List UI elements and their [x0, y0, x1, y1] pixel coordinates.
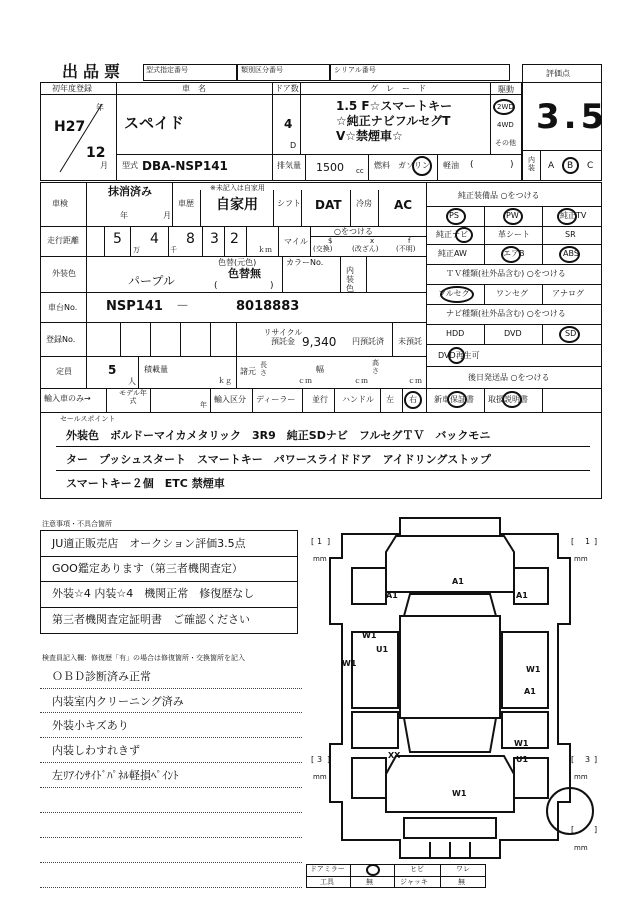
- tire-rr-bracket: [: [571, 755, 575, 764]
- first-reg-month-unit: 月: [100, 161, 108, 170]
- mark-right-door-w1: W1: [526, 665, 541, 674]
- equip-title: 純正装備品 ○をつける: [458, 191, 540, 200]
- dvd-playback: DVD再生可: [438, 351, 480, 360]
- equip-navi: 純正ナビ: [436, 230, 468, 239]
- color-paren-right: ): [270, 281, 274, 291]
- model-label: 型式: [122, 161, 138, 170]
- history-value: 自家用: [216, 197, 258, 213]
- tire-fl-bracket-r: ]: [327, 537, 331, 546]
- capacity-value: 5: [108, 363, 117, 377]
- grade-line-1: 1.5 F☆スマートキー: [336, 99, 453, 113]
- car-name-label: 車 名: [182, 84, 206, 93]
- first-reg-month: 12: [86, 145, 106, 161]
- equip-sr: SR: [565, 230, 576, 239]
- interior-grade-b: B: [567, 161, 574, 171]
- reg-label: 登録No.: [46, 335, 76, 344]
- equip-ps-circle: [446, 208, 466, 225]
- fuel-paren-left: (: [470, 160, 474, 170]
- mark-left-door-u1: U1: [376, 645, 389, 654]
- acc-tools: 工具: [320, 878, 334, 886]
- interior-grade-a: A: [548, 161, 555, 171]
- equip-ps: PS: [449, 211, 459, 220]
- later-warranty-circle: [447, 391, 467, 408]
- tv-analog: アナログ: [552, 289, 584, 298]
- mile-label: マイル: [284, 237, 308, 246]
- recycle-value: 9,340: [302, 335, 337, 349]
- color-no-label: カラーNo.: [286, 258, 324, 267]
- model-year-label: モデル年式: [119, 389, 147, 405]
- note-line-4: 第三者機関査定証明書 ご確認ください: [52, 613, 250, 626]
- displacement-cc: cc: [356, 167, 364, 175]
- ac-value: AC: [394, 198, 413, 212]
- later-manual: 取扱説明書: [488, 395, 528, 404]
- mileage-digit-5: 2: [230, 231, 239, 247]
- handle-right-circle: [404, 391, 422, 409]
- acc-mirror-circle: [366, 864, 380, 876]
- fuel-paren-right: ): [510, 160, 514, 170]
- inspector-label: 検査員記入欄：修復歴「有」の場合は修復箇所・交換箇所を記入: [42, 654, 245, 662]
- history-note: ※未記入は自家用: [210, 184, 265, 192]
- dim-length-cm: ｃｍ: [298, 377, 312, 385]
- selling-points-label: セールスポイント: [60, 415, 116, 423]
- later-manual-circle: [502, 391, 522, 408]
- equip-abs: ABS: [563, 249, 579, 258]
- mileage-man: 万: [133, 246, 140, 254]
- tire-rr-value: 3: [585, 755, 591, 764]
- equip-pw: PW: [506, 211, 519, 220]
- ac-label: 冷房: [356, 199, 372, 208]
- odo-exchange: (交換): [313, 245, 333, 253]
- nav-sd-circle: [559, 326, 580, 343]
- acc-jack-value: 無: [458, 878, 465, 886]
- doors-suffix: D: [290, 141, 297, 150]
- inspector-line-1: ＯＢＤ診断済み正常: [52, 670, 151, 683]
- interior-label: 内装: [528, 156, 535, 172]
- nav-title: ナビ種類(社外品含む) ○をつける: [446, 309, 566, 318]
- tire-fr-bracket: [: [571, 537, 575, 546]
- inspector-line-5: 左ﾘｱｲﾝｻｲﾄﾞﾊﾟﾈﾙ軽損ﾍﾟｲﾝﾄ: [52, 769, 179, 782]
- dim-height-label: 高さ: [372, 359, 379, 375]
- handle-right: 右: [409, 395, 417, 404]
- tire-fl-bracket: [: [311, 537, 315, 546]
- handle-left: 左: [386, 395, 394, 404]
- tire-fl-mm: mm: [313, 555, 327, 563]
- tire-fr-bracket-r: ]: [594, 537, 598, 546]
- fuel-gasoline-circle: [412, 156, 432, 176]
- first-reg-year-unit: 年: [96, 103, 104, 112]
- mileage-label: 走行距離: [47, 236, 79, 245]
- shift-label: シフト: [277, 199, 301, 208]
- dim-length-label: 長さ: [260, 361, 267, 377]
- equip-pw-circle: [503, 208, 523, 225]
- interior-color-label: 内装色: [346, 266, 354, 293]
- car-name: スペイド: [124, 114, 185, 132]
- drive-2wd-circle: [493, 99, 515, 115]
- tv-fullseg-circle: [440, 286, 474, 303]
- form-title: 出品票: [62, 62, 126, 81]
- tv-fullseg: フルセグ: [438, 289, 470, 298]
- equip-leather: 革シート: [498, 230, 530, 239]
- score-value: 3.5: [536, 97, 609, 137]
- inspector-line-3: 外装小キズあり: [52, 719, 129, 732]
- drive-label: 駆動: [498, 85, 514, 94]
- color-label: 外装色: [52, 269, 76, 278]
- note-line-1: JU適正販売店 オークション評価3.5点: [52, 537, 246, 550]
- note-line-2: GOO鑑定あります（第三者機関査定）: [52, 562, 243, 575]
- tire-rr-mm: mm: [574, 773, 588, 781]
- equip-airbag-circle: [501, 246, 521, 263]
- selling-point-line-2: ター プッシュスタート スマートキー パワースライドドア アイドリングストップ: [66, 453, 491, 466]
- displacement-value: 1500: [316, 161, 344, 174]
- capacity-label: 定員: [56, 367, 72, 376]
- model-year-unit: 年: [200, 401, 207, 409]
- odo-tampered: (改ざん): [352, 245, 379, 253]
- fuel-diesel: 軽油: [443, 161, 459, 170]
- acc-tools-value: 無: [366, 878, 373, 886]
- odo-unknown: (不明): [396, 245, 416, 253]
- dim-width-cm: ｃｍ: [354, 377, 368, 385]
- recycle-label: リサイクル預託金: [263, 328, 303, 346]
- inspector-line-2: 内装室内クリーニング済み: [52, 695, 184, 708]
- drive-2wd: 2WD: [497, 103, 514, 111]
- class-label: 類別区分番号: [241, 66, 283, 74]
- first-reg-era-year: H27: [54, 119, 86, 135]
- tire-rl-mm: mm: [313, 773, 327, 781]
- nav-dvd: DVD: [504, 329, 522, 338]
- tire-spare-bracket-r: ]: [594, 825, 598, 834]
- mark-left-side-w1: W1: [342, 659, 357, 668]
- acc-jack: ジャッキ: [400, 878, 428, 886]
- import-cat-label: 輸入区分: [214, 395, 246, 404]
- handle-label: ハンドル: [342, 395, 374, 404]
- mileage-sen: 千: [170, 246, 177, 254]
- dvd-playback-circle: [448, 347, 465, 364]
- odo-sym-unknown: f: [408, 237, 411, 245]
- dim-width-label: 幅: [316, 365, 324, 374]
- load-kg: ｋｇ: [218, 377, 232, 385]
- car-diagram: [300, 512, 600, 864]
- model-value: DBA-NSP141: [142, 159, 228, 173]
- shaken-year-unit: 年: [120, 211, 128, 220]
- mileage-km: ｋｍ: [258, 246, 272, 254]
- color-change-label: 色替(元色): [218, 258, 257, 267]
- doors-value: 4: [284, 117, 293, 131]
- equip-abs-circle: [559, 246, 580, 263]
- inspector-line-4: 内装しわすれきず: [52, 744, 140, 757]
- dim-height-cm: ｃｍ: [408, 377, 422, 385]
- shaken-value: 抹消済み: [108, 185, 152, 198]
- acc-mirror: ドアミラー: [310, 865, 345, 873]
- odo-mark-instruction: ○をつける: [334, 227, 373, 236]
- tire-fl-value: 1: [317, 537, 323, 546]
- tv-title: ＴＶ種類(社外品含む) ○をつける: [446, 269, 566, 278]
- nav-hdd: HDD: [446, 329, 465, 338]
- mark-rear-left-xx: XX: [388, 751, 401, 760]
- later-warranty: 新車保証書: [434, 395, 474, 404]
- acc-crack: ヒビ: [410, 865, 424, 873]
- color-change-value: 色替無: [228, 267, 261, 280]
- load-label: 積載量: [144, 365, 168, 374]
- tv-oneseg: ワンセグ: [496, 289, 528, 298]
- color-value: パープル: [128, 274, 175, 288]
- note-line-3: 外装☆4 内装☆4 機関正常 修復歴なし: [52, 587, 255, 600]
- mileage-digit-3: 8: [186, 231, 195, 247]
- tire-fr-mm: mm: [574, 555, 588, 563]
- shaken-label: 車検: [52, 199, 68, 208]
- first-reg-label: 初年度登録: [52, 84, 92, 93]
- tire-spare-bracket: [: [571, 825, 575, 834]
- mark-front-left-a1: A1: [386, 591, 398, 600]
- mark-left-pillar-w1: W1: [362, 631, 377, 640]
- equip-aw: 純正AW: [438, 249, 467, 258]
- odo-sym-tampered: x: [370, 237, 375, 245]
- mileage-digit-1: 5: [113, 231, 122, 247]
- tire-rr-bracket-r: ]: [594, 755, 598, 764]
- equip-tv: 純正TV: [560, 211, 587, 220]
- shaken-month-unit: 月: [163, 211, 171, 220]
- mark-rear-right-w1: W1: [514, 739, 529, 748]
- notes-label: 注意事項・不具合箇所: [42, 520, 112, 528]
- chassis-label: 車台No.: [48, 303, 78, 312]
- recycle-unit: 円預託済: [352, 337, 384, 346]
- tire-rl-value: 3: [317, 755, 323, 764]
- nav-sd: SD: [565, 329, 577, 338]
- recycle-status: 未預託: [398, 337, 422, 346]
- history-label: 車歴: [178, 199, 194, 208]
- equip-tv-circle: [557, 208, 577, 225]
- fuel-label: 燃料: [374, 161, 390, 170]
- drive-other: その他: [495, 139, 516, 147]
- grade-label: グ レ ー ド: [370, 84, 426, 93]
- mark-rear-bumper-w1: W1: [452, 789, 467, 798]
- selling-point-line-3: スマートキー２個 ETC 禁煙車: [66, 477, 225, 490]
- tire-spare-mm: mm: [574, 844, 588, 852]
- chassis-dash: －: [176, 299, 190, 314]
- import-dealer: ディーラー: [256, 395, 296, 404]
- mark-front-right-a1: A1: [516, 591, 528, 600]
- equip-airbag: エアB: [503, 249, 525, 258]
- interior-grade-c: C: [587, 161, 594, 171]
- color-paren-left: (: [214, 281, 218, 291]
- interior-b-circle: [562, 157, 579, 174]
- chassis-prefix: NSP141: [106, 299, 163, 314]
- drive-4wd: 4WD: [497, 121, 514, 129]
- shift-value: DAT: [315, 198, 342, 212]
- model-code-label: 型式指定番号: [146, 66, 188, 74]
- grade-line-3: V☆禁煙車☆: [336, 129, 403, 143]
- equip-navi-circle: [455, 227, 473, 243]
- tire-rl-bracket-r: ]: [327, 755, 331, 764]
- tire-fr-value: 1: [585, 537, 591, 546]
- acc-break: ワレ: [456, 865, 470, 873]
- serial-label: シリアル番号: [334, 66, 376, 74]
- fuel-gasoline: ガソリン: [398, 161, 430, 170]
- mark-hood-a1: A1: [452, 577, 464, 586]
- score-label: 評価点: [546, 69, 570, 78]
- odo-sym-exchange: $: [328, 237, 333, 245]
- import-label: 輸入車のみ→: [44, 394, 91, 403]
- grade-line-2: ☆純正ナビフルセグT: [336, 114, 451, 128]
- mileage-digit-4: 3: [210, 231, 219, 247]
- dim-label: 諸元: [240, 367, 256, 376]
- later-title: 後日発送品 ○をつける: [468, 373, 550, 382]
- import-parallel: 並行: [312, 395, 328, 404]
- chassis-number: 8018883: [236, 299, 300, 314]
- doors-label: ドア数: [275, 84, 299, 93]
- mileage-digit-2: 4: [150, 231, 159, 247]
- tire-rl-bracket: [: [311, 755, 315, 764]
- displacement-label: 排気量: [277, 161, 301, 170]
- mark-rear-right-u1: U1: [516, 755, 529, 764]
- mark-right-door-a1: A1: [524, 687, 536, 696]
- capacity-unit: 人: [128, 377, 136, 386]
- selling-point-line-1: 外装色 ボルドーマイカメタリック 3R9 純正SDナビ フルセグＴＶ バックモニ: [66, 429, 491, 442]
